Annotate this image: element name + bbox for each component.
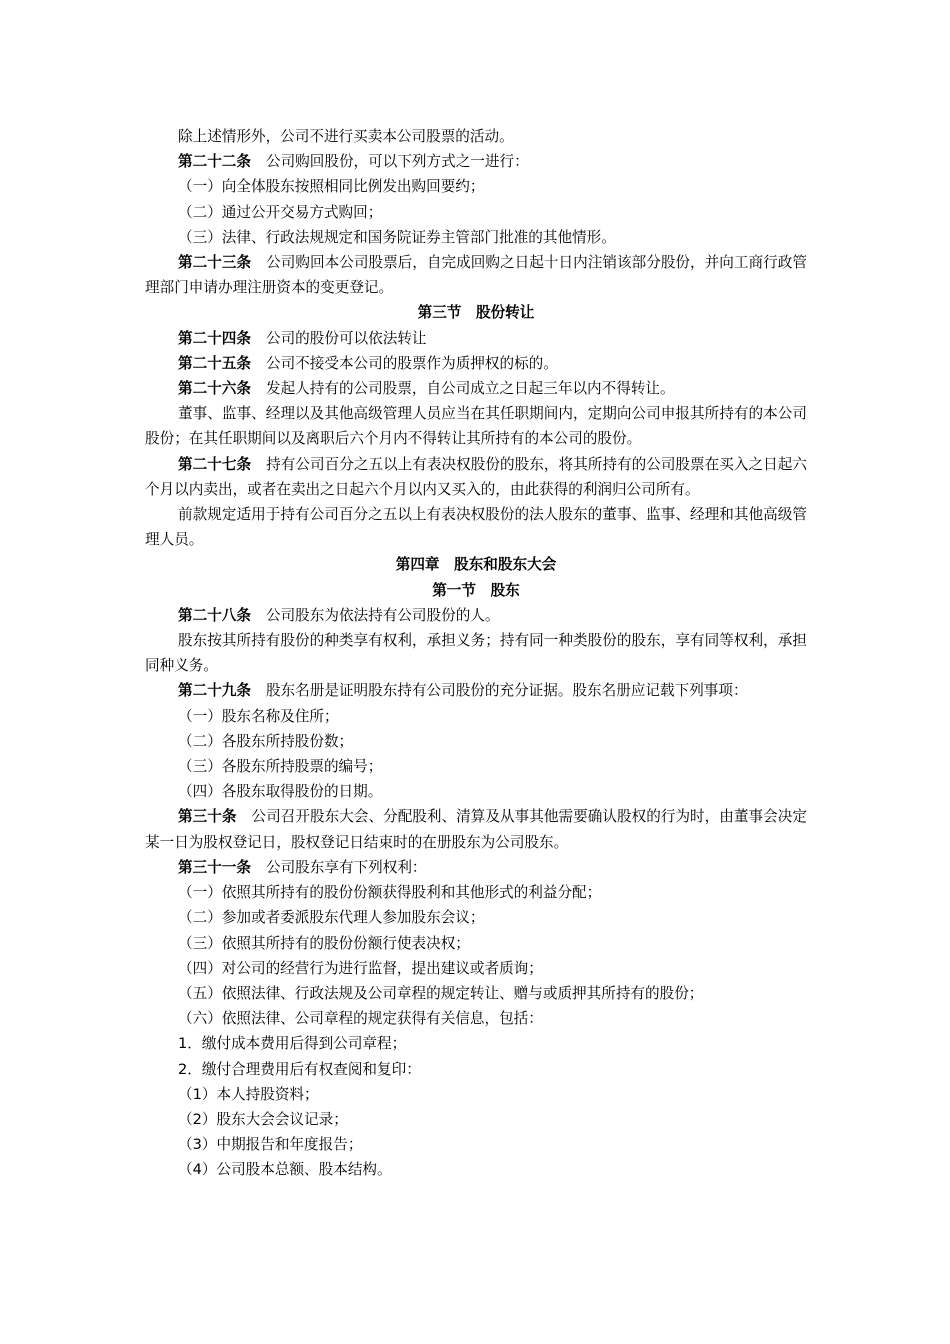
list-item: （3）中期报告和年度报告； xyxy=(178,1136,363,1154)
article-label: 第二十六条 xyxy=(178,380,251,398)
list-item: 2．缴付合理费用后有权查阅和复印： xyxy=(178,1060,421,1078)
list-item: （一）向全体股东按照相同比例发出购回要约； xyxy=(178,178,485,196)
list-item: （2）股东大会会议记录； xyxy=(178,1110,348,1128)
article-label: 第二十七条 xyxy=(178,455,252,473)
list-item: （三）各股东所持股票的编号； xyxy=(178,758,383,776)
list-item: （四）各股东取得股份的日期。 xyxy=(178,783,383,801)
article-25: 第二十五条 公司不接受本公司的股票作为质押权的标的。 xyxy=(178,354,558,372)
list-item: 1．缴付成本费用后得到公司章程； xyxy=(178,1035,407,1053)
article-24: 第二十四条 公司的股份可以依法转让 xyxy=(178,329,427,347)
article-26: 第二十六条 发起人持有的公司股票，自公司成立之日起三年以内不得转让。 xyxy=(178,380,675,398)
article-30: 第三十条 公司召开股东大会、分配股利、清算及从事其他需要确认股权的行为时，由董事会决定某一日为股权登记日，股权登记日结束时的在册股东为公司股东。 xyxy=(145,808,807,851)
list-item: （二）参加或者委派股东代理人参加股东会议； xyxy=(178,909,485,927)
article-label: 第二十八条 xyxy=(178,606,251,624)
list-item: （六）依照法律、公司章程的规定获得有关信息，包括： xyxy=(178,1010,543,1028)
paragraph: 前款规定适用于持有公司百分之五以上有表决权股份的法人股东的董事、监事、经理和其他高级管理人员。 xyxy=(145,506,807,549)
article-label: 第二十二条 xyxy=(178,153,251,171)
document-page xyxy=(145,124,807,1183)
list-item: （一）股东名称及住所； xyxy=(178,707,339,725)
article-label: 第三十一条 xyxy=(178,858,251,876)
article-29: 第二十九条 股东名册是证明股东持有公司股份的充分证据。股东名册应记载下列事项： xyxy=(178,682,748,700)
list-item: （1）本人持股资料； xyxy=(178,1085,319,1103)
list-item: （三）法律、行政法规规定和国务院证券主管部门批准的其他情形。 xyxy=(178,228,616,246)
article-22: 第二十二条 公司购回股份，可以下列方式之一进行： xyxy=(178,153,529,171)
article-label: 第二十九条 xyxy=(178,682,251,700)
section-heading: 第一节 股东 xyxy=(432,581,520,599)
list-item: （五）依照法律、行政法规及公司章程的规定转让、赠与或质押其所持有的股份； xyxy=(178,984,704,1002)
paragraph: 董事、监事、经理以及其他高级管理人员应当在其任职期间内，定期向公司申报其所持有的本公司股份；在其任职期间以及离职后六个月内不得转让其所持有的本公司的股份。 xyxy=(145,405,807,448)
chapter-heading: 第四章 股东和股东大会 xyxy=(395,556,557,574)
list-item: （二）各股东所持股份数； xyxy=(178,732,354,750)
article-31: 第三十一条 公司股东享有下列权利： xyxy=(178,858,427,876)
list-item: （一）依照其所持有的股份份额获得股利和其他形式的利益分配； xyxy=(178,884,602,902)
article-27: 第二十七条 持有公司百分之五以上有表决权股份的股东，将其所持有的公司股票在买入之日起六个月以内卖出，或者在卖出之日起六个月以内又买入的，由此获得的利润归公司所有。 xyxy=(145,455,807,498)
list-item: （二）通过公开交易方式购回； xyxy=(178,203,383,221)
article-label: 第二十四条 xyxy=(178,329,251,347)
list-item: （4）公司股本总额、股本结构。 xyxy=(178,1161,392,1179)
article-label: 第二十五条 xyxy=(178,354,251,372)
article-label: 第三十条 xyxy=(178,808,237,826)
paragraph: 股东按其所持有股份的种类享有权利，承担义务；持有同一种类股份的股东，享有同等权利，承担同种义务。 xyxy=(145,632,807,675)
paragraph: 除上述情形外，公司不进行买卖本公司股票的活动。 xyxy=(178,128,514,145)
list-item: （三）依照其所持有的股份份额行使表决权； xyxy=(178,934,470,952)
article-label: 第二十三条 xyxy=(178,254,252,272)
article-23: 第二十三条 公司购回本公司股票后，自完成回购之日起十日内注销该部分股份，并向工商行政管理部门申请办理注册资本的变更登记。 xyxy=(145,254,807,297)
section-heading: 第三节 股份转让 xyxy=(417,304,535,322)
article-28: 第二十八条 公司股东为依法持有公司股份的人。 xyxy=(178,606,500,624)
list-item: （四）对公司的经营行为进行监督，提出建议或者质询； xyxy=(178,959,543,977)
